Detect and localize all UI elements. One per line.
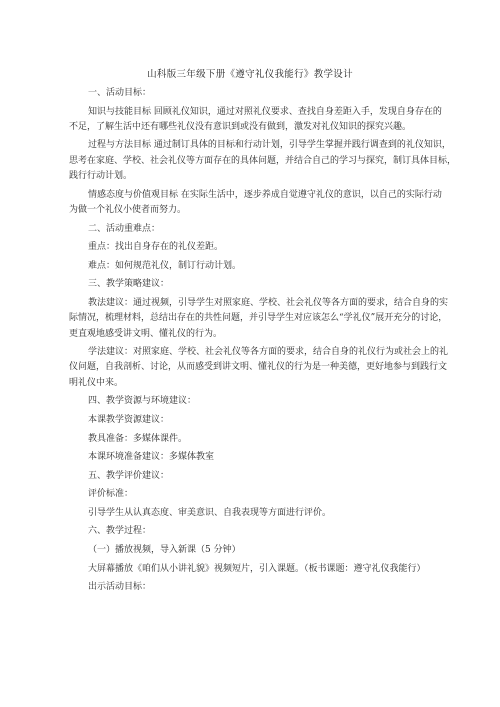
body-line: 学法建议：对照家庭、学校、社会礼仪等各方面的要求，结合自身的礼仪行为或社会上的礼 <box>88 347 449 358</box>
body-line: 际情况，梳理材料，总结出存在的共性问题，并引导学生对应该怎么“学礼仪”展开充分的讨论， <box>69 313 448 324</box>
document-body <box>69 86 457 596</box>
body-line: 三、教学策略建议： <box>88 279 170 290</box>
body-line: 四、教学资源与环境建议： <box>88 396 197 407</box>
body-line: 本课教学资源建议： <box>88 414 170 425</box>
body-line: 知识与技能目标 回顾礼仪知识，通过对照礼仪要求、查找自身差距入手，发现自身存在的 <box>88 106 442 117</box>
body-line: 教具准备：多媒体课件。 <box>88 433 188 444</box>
body-line: 践行行动计划。 <box>69 171 133 182</box>
body-line: （一）播放视频，导入新课（5 分钟） <box>88 545 241 556</box>
body-line: 评价标准： <box>88 489 134 500</box>
body-line: 重点：找出自身存在的礼仪差距。 <box>88 242 224 253</box>
body-line: 更直观地感受讲文明、懂礼仪的行为。 <box>69 328 223 339</box>
body-line: 五、教学评价建议： <box>88 470 170 481</box>
body-line: 情感态度与价值观目标 在实际生活中，逐步养成自觉遵守礼仪的意识，以自己的实际行动 <box>88 189 442 200</box>
body-line: 六、教学过程： <box>88 526 152 537</box>
body-line: 一、活动目标： <box>88 88 152 98</box>
body-line: 二、活动重难点： <box>88 223 161 234</box>
body-line: 难点：如何规范礼仪，制订行动计划。 <box>88 260 242 271</box>
body-line: 教法建议：通过视频，引导学生对照家庭、学校、社会礼仪等各方面的要求，结合自身的实 <box>88 297 449 308</box>
body-line: 本课环境准备建议：多媒体教室 <box>88 452 215 463</box>
body-line: 明礼仪中来。 <box>69 377 124 388</box>
body-line: 出示活动目标： <box>88 582 152 593</box>
body-line: 思考在家庭、学校、社会礼仪等方面存在的具体问题，并结合自己的学习与探究，制订具体目标， <box>69 155 457 166</box>
body-line: 大屏幕播放《咱们从小讲礼貌》视频短片，引入课题。（板书课题：遵守礼仪我能行） <box>88 563 426 574</box>
body-line: 过程与方法目标 通过制订具体的目标和行动计划，引导学生掌握并践行调查到的礼仪知识， <box>88 140 451 151</box>
body-line: 不足，了解生活中还有哪些礼仪没有意识到或没有做到，激发对礼仪知识的探究兴趣。 <box>69 121 412 132</box>
body-line: 为做一个礼仪小使者而努力。 <box>69 204 187 215</box>
body-line: 引导学生从认真态度、审美意识、自我表现等方面进行评价。 <box>88 507 332 518</box>
document-title: 山科版三年级下册《遵守礼仪我能行》教学设计 <box>147 69 353 80</box>
body-line: 仪问题，自我剖析、讨论，从而感受到讲文明、懂礼仪的行为是一种美德，更好地参与到践行文 <box>69 362 448 373</box>
